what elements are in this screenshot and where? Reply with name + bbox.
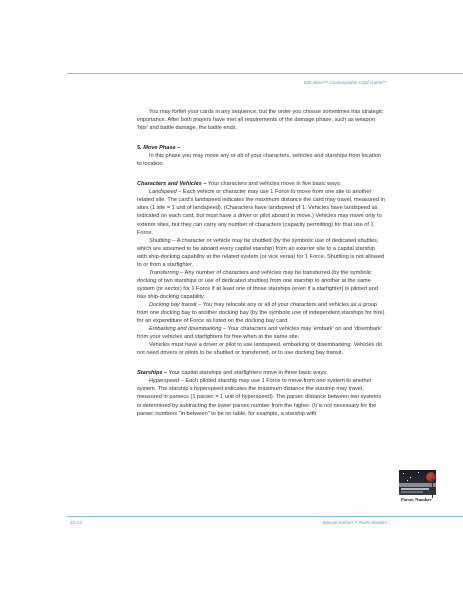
vehicles-closing-paragraph: Vehicles must have a driver or pilot to use landspeed, embarking or disembarking. Vehicles do not need drivers or pilots to be shuttled or transferred, or to use docking bay transit. xyxy=(137,342,383,357)
hyperspeed-text: – Each piloted starship may use 1 Force to move from one system to another system. The starship's hyperspeed indicates the maximum distance the starship may travel, measured in parsecs (1 parsec = 1 unit of hyperspeed). The parsec distance between two systems is determined by subtracting the lower parsec number from the higher. (It is not necessary for the parsec numbers "in between" to be on table; for example, a starship with xyxy=(137,378,382,417)
characters-vehicles-lead-line xyxy=(137,180,385,188)
move-phase-heading: 5. Move Phase – xyxy=(137,145,181,152)
characters-vehicles-heading: Characters and Vehicles – xyxy=(137,181,207,188)
landspeed-paragraph xyxy=(137,188,385,236)
starships-heading: Starships – xyxy=(137,370,168,377)
starships-intro: Your capital starships and starfighters move in three basic ways: xyxy=(167,370,328,377)
docking-bay-paragraph xyxy=(137,301,385,325)
shuttling-term: Shuttling xyxy=(149,237,171,244)
intro-paragraph: You may forfeit your cards in any sequence, but the order you choose sometimes has strategic importance. After both players have met all requirements of the damage phase, such as weapon 'hits' and battle damage, the battle ends. xyxy=(137,109,383,132)
transferring-text: – Any number of characters and vehicles may be transferred (by the symbolic docking of two starships or use of dedicated shuttles) from one starship to another at the same system (or sector) for 1 Force if at least one of those starships (even if a starfighter) is piloted and has ship-docking capability. xyxy=(137,269,378,300)
landspeed-text: – Each vehicle or character may use 1 Force to move from one site to another related site. The card's landspeed indicates the maximum distance the card may travel, measured in sites (1 site = 1 unit of landspeed). (Characters have landspeed of 1. Vehicles have landspeed as indicated on each card, but must have a driver or pilot aboard to move.) Vehicles may move only to exterior sites, but they can carry any number of characters (capacity permitting) for that use of 1 Force. xyxy=(137,189,385,236)
header-rule xyxy=(67,73,463,74)
docking-bay-text: – You may relocate any or all of your characters and vehicles as a group from one docking bay to another docking bay (by the symbolic use of independent starships for hire) for an expenditure of Force as listed on the docking bay card. xyxy=(137,301,385,325)
move-phase-text: In this phase you may move any or all of your characters, vehicles and starships from location to location. xyxy=(137,153,381,168)
parsec-callout-line xyxy=(432,479,433,498)
planet-icon xyxy=(426,472,436,482)
characters-vehicles-intro: Your characters and vehicles move in five basic ways: xyxy=(206,181,342,188)
running-footer: Special Edition™ Rules Booklet xyxy=(322,520,387,525)
starships-lead-line xyxy=(137,369,385,377)
parsec-number-caption: Parsec Number xyxy=(401,497,432,502)
transferring-paragraph xyxy=(137,269,385,301)
transferring-term: Transferring xyxy=(149,269,179,276)
page-body xyxy=(137,108,385,418)
embarking-term: Embarking and disembarking xyxy=(149,326,222,333)
hyperspeed-paragraph xyxy=(137,377,385,417)
characters-vehicles-section xyxy=(137,180,385,357)
running-header: Star Wars™ Customizable Card Game™ xyxy=(303,80,387,85)
system-card-image xyxy=(399,470,436,495)
shuttling-paragraph xyxy=(137,237,385,269)
footer-rule xyxy=(67,516,463,517)
docking-bay-term: Docking bay transit xyxy=(149,301,197,308)
page-number: 10-13 xyxy=(70,520,82,525)
embarking-paragraph xyxy=(137,325,385,341)
hyperspeed-term: Hyperspeed xyxy=(149,378,180,385)
shuttling-text: – A character or vehicle may be shuttled (by the symbolic use of dedicated shuttles, which are assumed to be aboard every capital starship) from an exterior site to a capital starship with ship-docking capability at the related system (or vice versa) for 1 Force. Shuttling is not allowed to or from a starfighter. xyxy=(137,237,385,268)
embarking-text: – Your characters and vehicles may 'embark' on and 'disembark' from your vehicles and starfighters for free when at the same site. xyxy=(137,326,382,341)
starships-section xyxy=(137,369,385,417)
landspeed-term: Landspeed xyxy=(149,189,177,196)
